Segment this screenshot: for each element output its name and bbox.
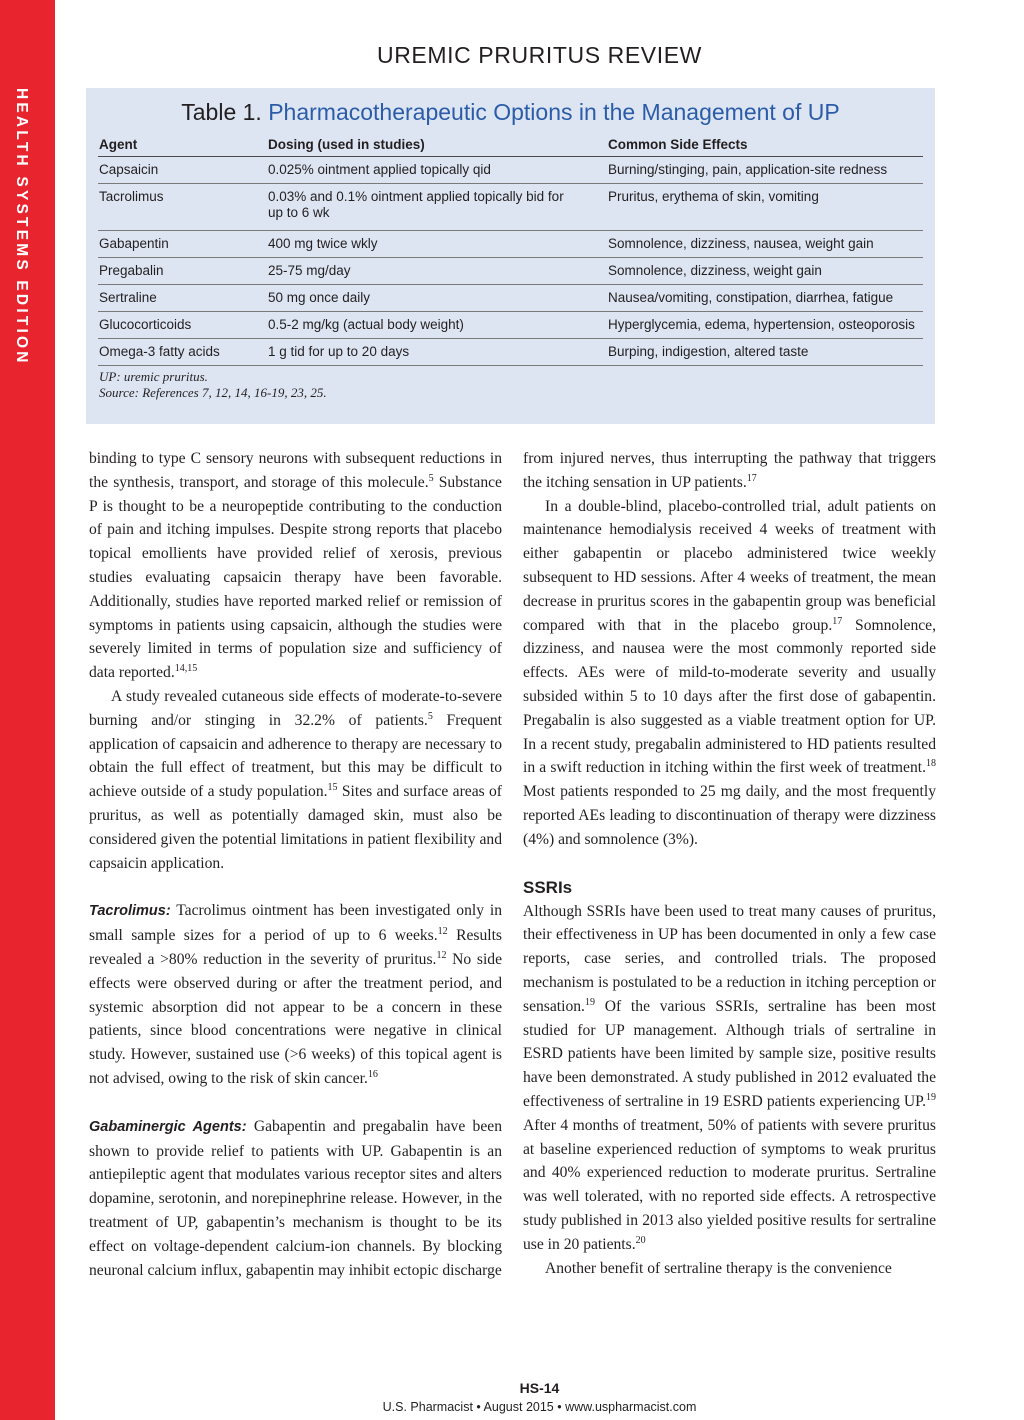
side-effects-cell: Somnolence, dizziness, weight gain	[607, 258, 923, 285]
table-row	[98, 285, 923, 312]
run-in-heading: Tacrolimus:	[89, 903, 171, 920]
body-paragraph: Gabaminergic Agents: Gabapentin and pregabalin have been shown to provide relief to patients with UP. Gabapentin is an antiepileptic agent that modulates various receptor sites and alters dopamine, serotonin, and norepinephrine release. However, in the treatment of UP, gabapentin’s mechanism is thought to be its effect on voltage-dependent calcium-ion channels. By blocking neuronal calcium influx, gabapentin may inhibit ectopic discharge	[89, 1117, 502, 1279]
table-abbrev-note: UP: uremic pruritus.	[99, 369, 208, 384]
reference-marker: 5	[428, 472, 434, 484]
run-in-heading: Gabaminergic Agents:	[89, 1118, 247, 1135]
agent-cell: Gabapentin	[98, 231, 267, 258]
table-row	[98, 184, 923, 231]
reference-marker: 14,15	[174, 662, 198, 674]
section-heading: SSRIs	[523, 877, 573, 897]
table-row	[98, 231, 923, 258]
running-head: UREMIC PRURITUS REVIEW	[377, 42, 702, 68]
table-title	[98, 98, 923, 126]
reference-marker: 5	[427, 710, 433, 722]
table-label: Table 1.	[181, 99, 262, 125]
table-row	[98, 258, 923, 285]
dosing-cell: 0.025% ointment applied topically qid	[267, 157, 607, 184]
reference-marker: 18	[926, 758, 936, 770]
reference-marker: 12	[436, 949, 447, 961]
right-column	[523, 447, 936, 1280]
table-title-text: Pharmacotherapeutic Options in the Management of UP	[268, 99, 840, 125]
body-paragraph: binding to type C sensory neurons with subsequent reductions in the synthesis, transport, and storage of this molecule.$^5$ Substance P is thought to be a neuropeptide contributing to the conduction of pain and itching impulses. Despite strong reports that placebo topical emollients have provided relief of xerosis, previous studies evaluating capsaicin therapy have been favorable. Additionally, studies have reported marked relief or remission of symptoms in patients using capsaicin, although the studies were severely limited in terms of population size and sufficiency of data reported.$^{14,15}$	[89, 450, 502, 682]
side-effects-cell: Somnolence, dizziness, nausea, weight gain	[607, 231, 923, 258]
side-effects-cell: Nausea/vomiting, constipation, diarrhea, fatigue	[607, 285, 923, 312]
body-paragraph: A study revealed cutaneous side effects of moderate-to-severe burning and/or stinging in 32.2% of patients.$^5$ Frequent application of capsaicin and adherence to therapy are necessary to obtain the full effect of treatment, but this may be difficult to achieve outside of a study population.$^{15}$ Sites and surface areas of pruritus, as well as potentially damaged skin, must also be considered given the potential limitations in patient flexibility and capsaicin application.	[89, 687, 502, 872]
section-sidebar	[0, 0, 55, 1420]
table-header-row	[98, 133, 923, 157]
header-side-effects: Common Side Effects	[607, 133, 923, 157]
table-source-note: Source: References 7, 12, 14, 16-19, 23, 25.	[99, 385, 327, 400]
body-paragraph: Another benefit of sertraline therapy is the convenience	[545, 1259, 892, 1277]
reference-marker: 17	[746, 472, 757, 484]
body-paragraph: from injured nerves, thus interrupting the pathway that triggers the itching sensation in UP patients.$^{17}$	[523, 450, 936, 491]
dosing-cell: 0.03% and 0.1% ointment applied topically bid for up to 6 wk	[267, 184, 607, 231]
reference-marker: 17	[832, 615, 843, 627]
reference-marker: 12	[437, 925, 448, 937]
reference-marker: 15	[327, 781, 338, 793]
page-number: HS-14	[519, 1380, 560, 1396]
header-dosing: Dosing (used in studies)	[267, 133, 607, 157]
dosing-cell: 0.5-2 mg/kg (actual body weight)	[267, 312, 607, 339]
header-agent: Agent	[98, 133, 267, 157]
reference-marker: 16	[367, 1068, 378, 1080]
table-row	[98, 339, 923, 366]
agent-cell: Sertraline	[98, 285, 267, 312]
side-effects-cell: Hyperglycemia, edema, hypertension, osteoporosis	[607, 312, 923, 339]
table-row	[98, 312, 923, 339]
sidebar-label: HEALTH SYSTEMS EDITION	[13, 88, 30, 366]
body-paragraph: Although SSRIs have been used to treat many causes of pruritus, their effectiveness in UP has been documented in only a few case reports, case series, and controlled trials. The proposed mechanism is postulated to be a reduction in itching perception or sensation.$^{19}$ Of the various SSRIs, sertraline has been most studied for UP management. Although trials of sertraline in ESRD patients have been limited by sample size, positive results have been demonstrated. A study published in 2012 evaluated the effectiveness of sertraline in 19 ESRD patients experiencing UP.$^{19}$ After 4 months of treatment, 50% of patients with severe pruritus at baseline experienced reduction of symptoms to weak pruritus and 40% experienced reduction to moderate pruritus. Sertraline was well tolerated, with no reported side effects. A retrospective study published in 2013 also yielded positive results for sertraline use in 20 patients.$^{20}$	[523, 902, 936, 1253]
agent-cell: Tacrolimus	[98, 184, 267, 231]
left-column	[89, 447, 502, 1282]
dosing-cell: 400 mg twice wkly	[267, 231, 607, 258]
dosing-cell: 1 g tid for up to 20 days	[267, 339, 607, 366]
therapy-table	[98, 133, 923, 366]
reference-marker: 19	[926, 1091, 936, 1103]
reference-marker: 19	[584, 996, 595, 1008]
dosing-cell: 50 mg once daily	[267, 285, 607, 312]
dosing-cell: 25-75 mg/day	[267, 258, 607, 285]
side-effects-cell: Burning/stinging, pain, application-site redness	[607, 157, 923, 184]
table-panel	[86, 88, 935, 424]
table-row	[98, 157, 923, 184]
agent-cell: Glucocorticoids	[98, 312, 267, 339]
footer-line: U.S. Pharmacist • August 2015 • www.uspharmacist.com	[382, 1400, 697, 1414]
table-footnotes	[98, 369, 923, 401]
side-effects-cell: Burping, indigestion, altered taste	[607, 339, 923, 366]
body-paragraph: Tacrolimus: Tacrolimus ointment has been investigated only in small sample sizes for a period of up to 6 weeks.$^{12}$ Results revealed a >80% reduction in the severity of pruritus.$^{12}$ No side effects were observed during or after the treatment period, and systemic absorption did not appear to be a concern in these patients, since blood concentrations were negative in clinical study. However, sustained use (>6 weeks) of this topical agent is not advised, owing to the risk of skin cancer.$^{16}$	[89, 902, 502, 1087]
side-effects-cell: Pruritus, erythema of skin, vomiting	[607, 184, 923, 231]
agent-cell: Omega-3 fatty acids	[98, 339, 267, 366]
agent-cell: Pregabalin	[98, 258, 267, 285]
agent-cell: Capsaicin	[98, 157, 267, 184]
reference-marker: 20	[635, 1234, 646, 1246]
body-paragraph: In a double-blind, placebo-controlled trial, adult patients on maintenance hemodialysis received 4 weeks of treatment with either gabapentin or placebo administered twice weekly subsequent to HD sessions. After 4 weeks of treatment, the mean decrease in pruritus scores in the gabapentin group was beneficial compared with that in the placebo group.$^{17}$ Somnolence, dizziness, and nausea were the most commonly reported side effects. AEs were of mild-to-moderate severity and usually subsided within 5 to 10 days after the first dose of gabapentin. Pregabalin is also suggested as a viable treatment option for UP. In a recent study, pregabalin administered to HD patients resulted in a swift reduction in itching within the first week of treatment.$^{18}$ Most patients responded to 25 mg daily, and the most frequently reported AEs leading to discontinuation of therapy were dizziness (4%) and somnolence (3%).	[523, 497, 937, 848]
